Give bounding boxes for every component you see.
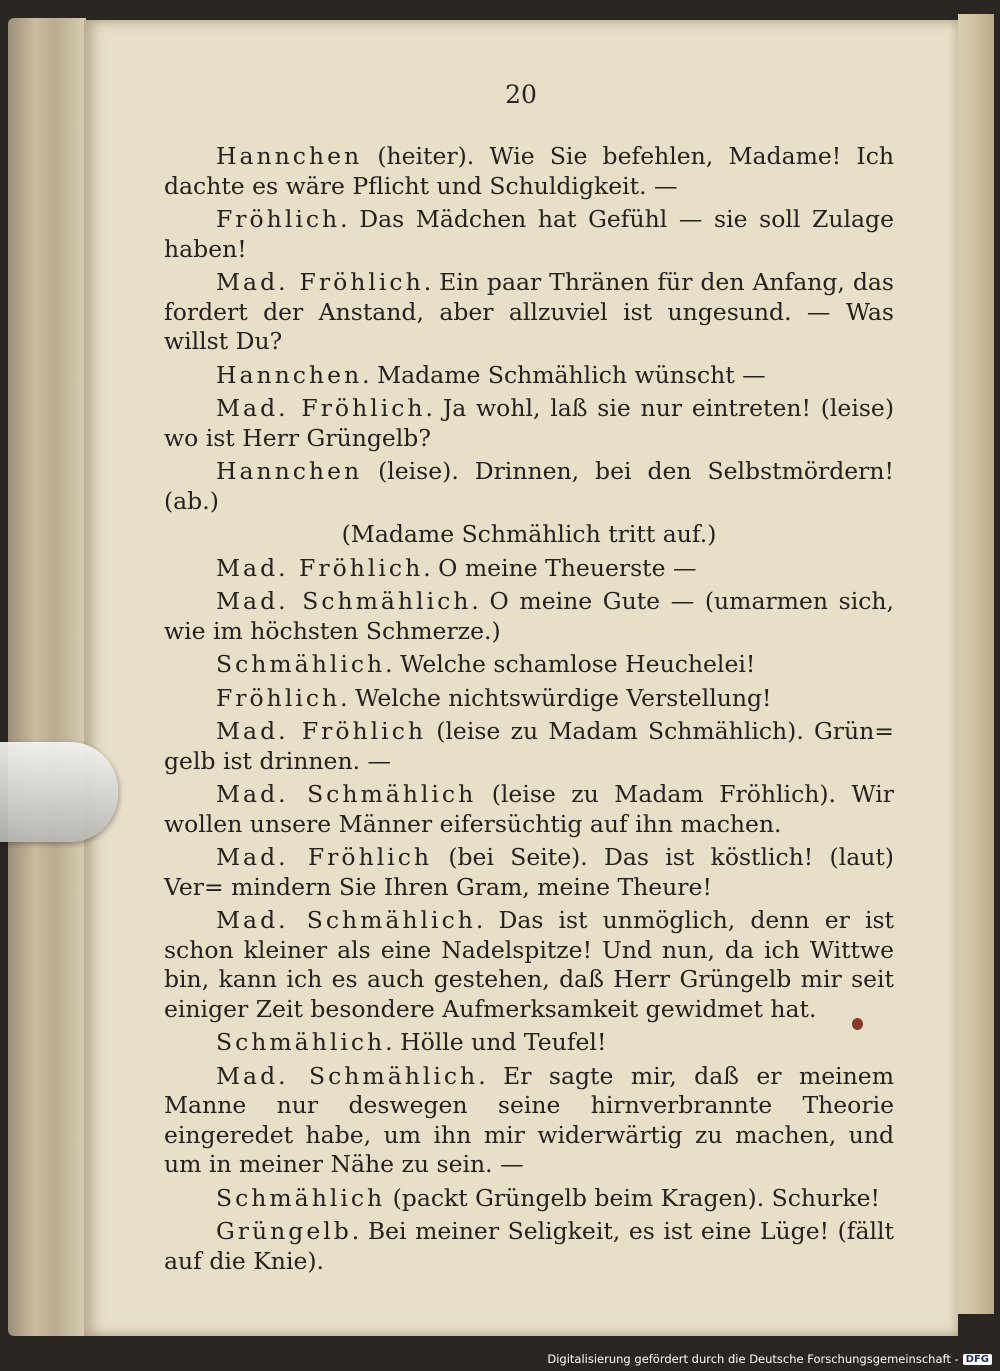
paragraph-text: . Welche schamlose Heuchelei!	[385, 650, 756, 678]
speaker-name: Mad. Fröhlich	[216, 394, 426, 422]
speaker-name: Schmählich	[216, 650, 386, 678]
paragraph	[164, 587, 894, 646]
ink-stain	[852, 1018, 863, 1030]
paragraph-text: . O meine Theuerste —	[423, 553, 697, 582]
paragraph	[164, 684, 894, 714]
paragraph-text: . Das Mädchen hat Gefühl — sie soll Zulage haben!	[164, 205, 894, 263]
speaker-name: Mad. Fröhlich	[216, 268, 424, 296]
speaker-name: Mad. Fröhlich	[216, 843, 433, 871]
paragraph	[164, 650, 894, 680]
speaker-name: Grüngelb	[216, 1217, 352, 1245]
paragraph	[164, 361, 894, 391]
page-stack-edge	[8, 18, 86, 1336]
paragraph-text: (leise zu Madam Fröhlich). Wir wollen unsere Männer eifersüchtig auf ihn machen.	[164, 780, 894, 838]
paragraph	[164, 1028, 894, 1058]
speaker-name: Fröhlich	[216, 205, 341, 233]
page-text	[164, 142, 894, 1280]
paragraph-text: (leise). Drinnen, bei den Selbstmördern! (ab.)	[164, 457, 894, 515]
stage-direction-text: (Madame Schmählich tritt auf.)	[341, 520, 717, 548]
book-page	[84, 20, 958, 1336]
speaker-name: Hannchen	[216, 142, 363, 170]
paragraph-text: . Welche nichtswürdige Verstellung!	[340, 683, 772, 712]
paragraph	[164, 142, 894, 201]
paragraph	[164, 843, 894, 902]
speaker-name: Hannchen	[216, 360, 363, 389]
speaker-name: Fröhlich	[216, 683, 341, 712]
paragraph-text: . Hölle und Teufel!	[385, 1028, 607, 1056]
paragraph	[164, 906, 894, 1024]
footer-text: Digitalisierung gefördert durch die Deutsche Forschungsgemeinschaft -	[547, 1352, 959, 1366]
paragraph-text: . Das ist unmöglich, denn er ist schon kleiner als eine Nadelspitze! Und nun, da ich Wittwe bin, kann ich es auch gestehen, daß Herr Grüngelb mir seit einiger Zeit besondere Aufmerksamkeit gewidmet hat.	[164, 906, 894, 1023]
paragraph	[164, 717, 894, 776]
speaker-name: Mad. Fröhlich	[216, 553, 424, 582]
paragraph-text: . Er sagte mir, daß er meinem Manne nur deswegen seine hirnverbrannte Theorie eingeredet habe, um ihn mir widerwärtig zu machen, und um in meiner Nähe zu sein. —	[164, 1061, 894, 1178]
paragraph	[164, 554, 894, 584]
speaker-name: Mad. Schmählich	[216, 906, 476, 934]
paragraph-text: . O meine Gute — (umarmen sich, wie im höchsten Schmerze.)	[164, 587, 894, 645]
right-page-edge	[958, 14, 994, 1314]
paragraph	[164, 205, 894, 264]
page-number: 20	[505, 80, 537, 109]
dfg-logo: DFG	[963, 1354, 992, 1365]
paragraph	[164, 457, 894, 516]
paragraph	[164, 394, 894, 453]
paragraph-text: . Ja wohl, laß sie nur eintreten! (leise) wo ist Herr Grüngelb?	[164, 394, 894, 452]
paragraph-text: . Ein paar Thränen für den Anfang, das fordert der Anstand, aber allzuviel ist ungesund. — Was willst Du?	[164, 268, 894, 355]
paragraph-text: (leise zu Madam Schmählich). Grün= gelb ist drinnen. —	[164, 717, 895, 775]
speaker-name: Mad. Schmählich	[216, 587, 472, 615]
stage-direction	[164, 520, 894, 550]
paragraph-text: (packt Grüngelb beim Kragen). Schurke!	[385, 1183, 880, 1212]
paragraph	[164, 1184, 894, 1214]
speaker-name: Schmählich	[216, 1183, 386, 1212]
paragraph	[164, 1062, 894, 1180]
paragraph	[164, 780, 894, 839]
footer-credit	[547, 1350, 992, 1368]
speaker-name: Hannchen	[216, 457, 363, 485]
speaker-name: Mad. Schmählich	[216, 780, 477, 808]
speaker-name: Schmählich	[216, 1028, 386, 1056]
speaker-name: Mad. Fröhlich	[216, 717, 426, 745]
paragraph-text: . Madame Schmählich wünscht —	[362, 360, 766, 389]
paragraph	[164, 1217, 894, 1276]
paragraph-text: (heiter). Wie Sie befehlen, Madame! Ich dachte es wäre Pflicht und Schuldigkeit. —	[164, 142, 894, 200]
page-clip	[0, 742, 118, 842]
paragraph-text: (bei Seite). Das ist köstlich! (laut) Ver= mindern Sie Ihren Gram, meine Theure!	[164, 843, 894, 901]
paragraph-text: . Bei meiner Seligkeit, es ist eine Lüge! (fällt auf die Knie).	[164, 1217, 894, 1275]
speaker-name: Mad. Schmählich	[216, 1061, 479, 1090]
paragraph	[164, 268, 894, 357]
